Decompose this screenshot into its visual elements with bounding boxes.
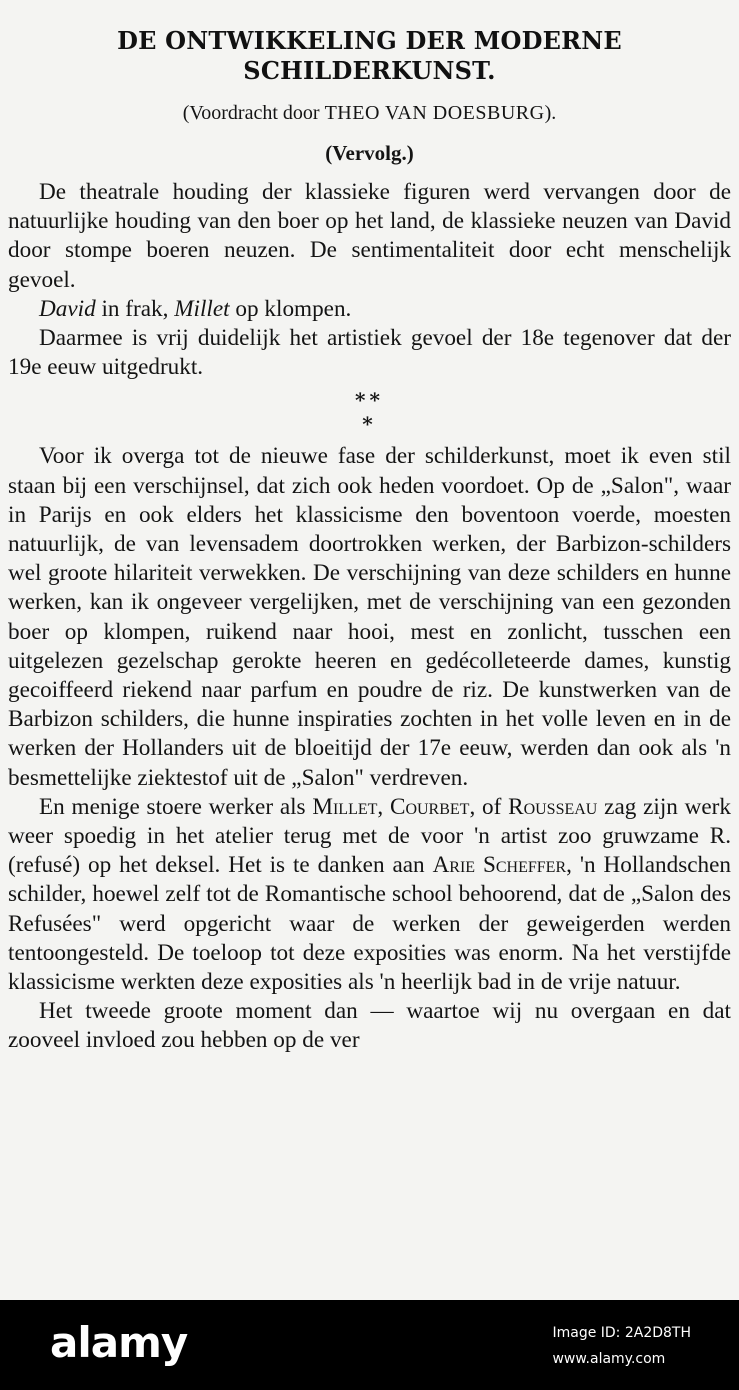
name-millet-sc: Millet <box>312 793 378 820</box>
headline-line-2: SCHILDERKUNST. <box>243 56 496 85</box>
article-byline <box>8 100 731 126</box>
image-id: Image ID: 2A2D8TH <box>552 1325 691 1341</box>
paragraph-3: Daarmee is vrij duidelijk het artistiek gevoel der 18e tegenover dat der 19e eeuw uitgedrukt. <box>8 325 731 381</box>
section-ornament <box>8 388 731 442</box>
byline-suffix: ). <box>544 102 557 124</box>
byline-prefix: (Voordracht door <box>182 102 320 124</box>
paragraph-4: Voor ik overga tot de nieuwe fase der schilderkunst, moet ik even stil staan bij een verschijnsel, dat zich ook heden voordoet. Op de „Salon", waar in Parijs en ook elders het klassicisme den boventoon voerde, moesten natuurlijk, de van levensadem doortrokken werken, der Barbizon-schilders wel groote hilariteit verwekken. De verschijning van deze schilders en hunne werken, kan ik ongeveer vergelijken, met de verschijning van een gezonden boer op klompen, ruikend naar hooi, mest en zonlicht, tusschen een uitgelezen gezelschap gerokte heeren en gedécolleteerde dames, kunstig gecoiffeerd riekend naar parfum en poudre de riz. De kunstwerken van de Barbizon schilders, die hunne inspiraties zochten in het volle leven en in de werken der Hollanders uit de bloeitijd der 17e eeuw, werden dan ook als 'n besmettelijke ziektestof uit de „Salon" verdreven. <box>8 443 731 791</box>
paragraph-5: En menige stoere werker als Millet, Courbet, of Rousseau zag zijn werk weer spoedig in het atelier terug met de voor 'n artist zoo gruwzame R. (refusé) op het deksel. Het is te danken aan Arie Scheffer, 'n Hollandschen schilder, hoewel zelf tot de Romantische school behoorend, dat de „Salon des Refusées" werd opgericht waar de werken der geweigerden werden tentoongesteld. De toeloop tot deze exposities was enorm. Na het verstijfde klassicisme werkten deze exposities als 'n heerlijk bad in de vrije natuur. <box>8 793 731 996</box>
continuation-label: (Vervolg.) <box>325 141 414 165</box>
name-millet: Millet <box>174 295 230 322</box>
ornament-stars-top: ** <box>355 388 384 413</box>
paragraph-6: Het tweede groote moment dan — waartoe wij nu overgaan en dat zooveel invloed zou hebben op de ver <box>8 998 731 1054</box>
paragraph-2: David in frak, Millet op klompen. <box>39 295 352 322</box>
name-arie-scheffer: Arie Scheffer <box>432 852 567 879</box>
name-rousseau: Rousseau <box>508 793 598 820</box>
byline-author: THEO VAN DOESBURG <box>324 102 545 124</box>
site-url: www.alamy.com <box>552 1351 666 1367</box>
article-headline <box>8 26 731 86</box>
name-david: David <box>39 295 96 322</box>
watermark-footer <box>0 1300 739 1390</box>
ornament-star-bottom: * <box>362 412 377 437</box>
alamy-logo: alamy <box>50 1318 188 1367</box>
paragraph-1: De theatrale houding der klassieke figuren werd vervangen door de natuurlijke houding van den boer op het land, de klassieke neuzen van David door stompe boeren neuzen. De sentimentaliteit door echt menschelijk gevoel. <box>8 179 731 293</box>
article-body <box>8 178 731 1056</box>
name-courbet: Courbet <box>389 793 470 820</box>
headline-line-1: DE ONTWIKKELING DER MODERNE <box>117 26 622 55</box>
image-meta <box>552 1320 691 1372</box>
